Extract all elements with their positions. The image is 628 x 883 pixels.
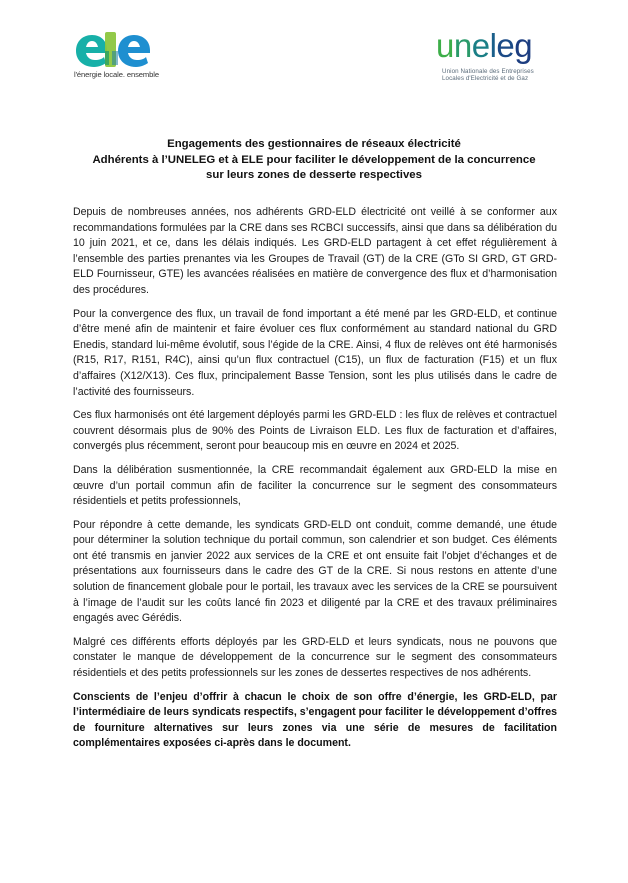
paragraph-intro: Depuis de nombreuses années, nos adhérents GRD-ELD électricité ont veillé à se conformer aux recommandations formulées par la CRE dans ses RCBCI successifs, ainsi que dans sa délibération du 10 juin 2021, et ce, dans les délais indiqués. Les GRD-ELD partagent à cet effet régulièrement à l’ensemble des parties prenantes via les Groupes de Travail (GT) de la CRE (GTo SI GRD, GT GRD-ELD Fournisseur, GTE) les avancées réalisées en matière de convergence des flux et d’harmonisation des procédures.: [73, 206, 557, 296]
uneleg-letter: g: [514, 27, 533, 64]
uneleg-wordmark: [436, 28, 532, 64]
ele-logo: [74, 32, 184, 84]
paragraph-portal-study: Pour répondre à cette demande, les syndicats GRD-ELD ont conduit, comme demandé, une étude pour déterminer la solution technique du portail commun, son calendrier et son budget. Ces éléments ont été transmis en janvier 2022 aux services de la CRE et ont ensuite fait l’objet d’échanges et de présentations aux fournisseurs dans le cadre des GT de la CRE. Si nous restons en attente d’une solution de financement globale pour le portail, les travaux avec les services de la CRE se poursuivent à l’image de l’audit sur les coûts lancé fin 2023 et diligenté par la CRE et des travaux préliminaires engagés avec Gérédis.: [73, 518, 557, 625]
uneleg-letter: e: [496, 27, 515, 64]
ele-logo-mark-icon: [74, 32, 158, 68]
title-line-2: Adhérents à l’UNELEG et à ELE pour faciliter le développement de la concurrence: [92, 153, 536, 166]
uneleg-subline-1: Union Nationale des Entreprises: [442, 68, 534, 75]
document-title: [60, 137, 568, 184]
document-body: [73, 205, 557, 760]
title-line-3: sur leurs zones de desserte respectives: [206, 169, 422, 181]
uneleg-subline-2: Locales d'Electricité et de Gaz: [442, 75, 529, 82]
paragraph-conclusion: Conscients de l’enjeu d’offrir à chacun le choix de son offre d’énergie, les GRD-ELD, par l’intermédiaire de leurs syndicats respectifs, s’engagent pour faciliter le développement d’offres de fourniture alternatives sur leurs zones via une série de mesures de facilitation complémentaires exposées ci-après dans le document.: [73, 690, 557, 750]
uneleg-letter: n: [453, 27, 472, 64]
paragraph-convergence: Pour la convergence des flux, un travail de fond important a été mené par les GRD-ELD, et continue d’être mené afin de maintenir et faire évoluer ces flux conformément au standard national du GRD Enedis, standard lui-même évolutif, sous l’égide de la CRE. Ainsi, 4 flux de relèves ont été harmonisés (R15, R17, R151, R4C), ainsi qu’un flux contractuel (C15), un flux de facturation (F15) et un flux d’affaires (X12/X13). Ces flux, principalement Basse Tension, sont les plus utilisés dans le cadre de l’activité des fournisseurs.: [73, 307, 557, 398]
uneleg-letter: u: [436, 27, 454, 64]
ele-tagline: l'énergie locale. ensemble: [74, 70, 159, 79]
uneleg-logo: [436, 28, 576, 84]
uneleg-letter: l: [489, 27, 497, 64]
paragraph-competition: Malgré ces différents efforts déployés par les GRD-ELD et leurs syndicats, nous ne pouvons que constater le manque de développement de la concurrence sur le segment des consommateurs résidentiels et des petits professionnels sur les zones de dessertes respectives de nos adhérents.: [73, 635, 557, 680]
title-line-1: Engagements des gestionnaires de réseaux électricité: [167, 138, 461, 150]
paragraph-portal-recommendation: Dans la délibération susmentionnée, la CRE recommandait également aux GRD-ELD la mise en œuvre d’un portail commun afin de faciliter la concurrence sur le segment des consommateurs résidentiels et petits professionnels,: [73, 463, 557, 508]
paragraph-deployment: Ces flux harmonisés ont été largement déployés parmi les GRD-ELD : les flux de relèves et contractuel couvrent désormais plus de 90% des Points de Livraison ELD. Les flux de facturation et d’affaires, convergés plus récemment, seront pour beaucoup mis en œuvre en 2024 et 2025.: [73, 409, 557, 453]
uneleg-letter: e: [471, 27, 490, 64]
